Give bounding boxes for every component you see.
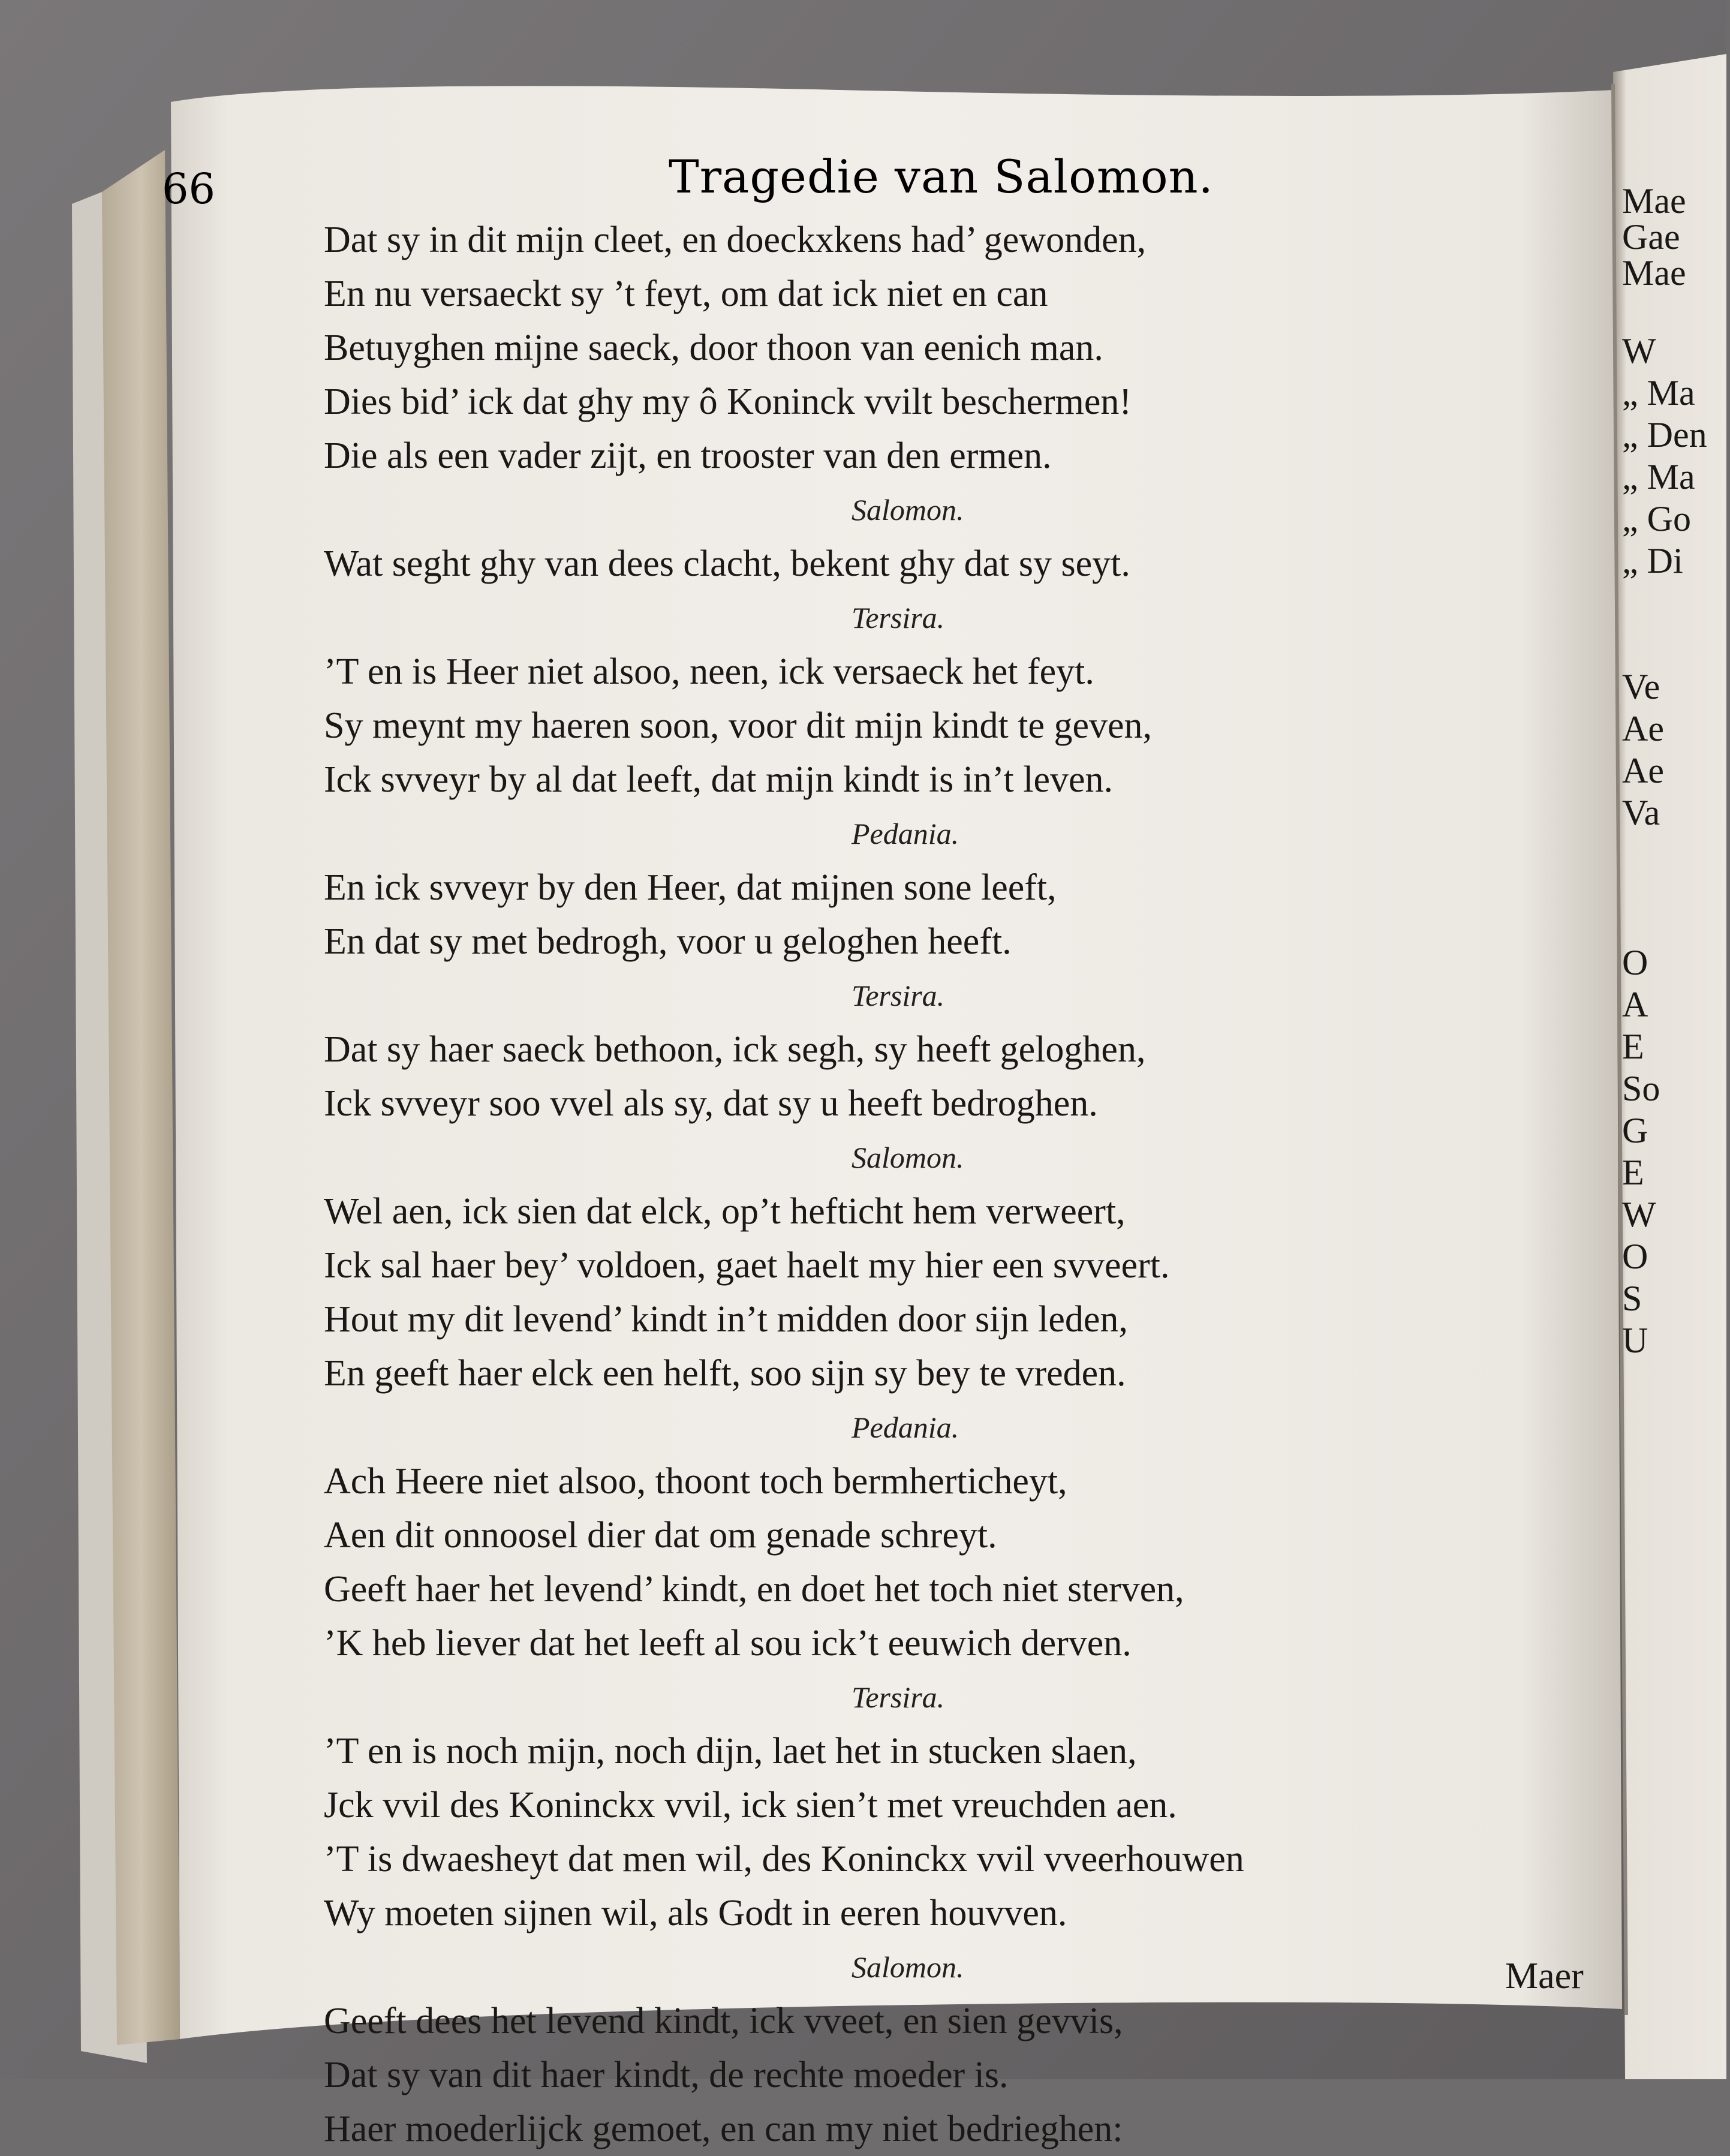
verse-line: Geeft haer het levend’ kindt, en doet het toch niet sterven,	[324, 1569, 1184, 1610]
verse-line: En ick svveyr by den Heer, dat mijnen sone leeft,	[324, 867, 1057, 908]
speaker-name: Tersira.	[852, 601, 945, 635]
facing-page-text-fragment: A	[1622, 985, 1648, 1024]
speaker-name: Tersira.	[852, 1680, 945, 1714]
play-text	[324, 213, 1643, 2156]
verse-line: Ick sal haer bey’ voldoen, gaet haelt my hier een svveert.	[324, 1245, 1170, 1286]
verse-line: En dat sy met bedrogh, voor u geloghen heeft.	[324, 921, 1012, 962]
facing-page-text-fragment: U	[1622, 1321, 1648, 1360]
speaker-name: Salomon.	[852, 1141, 964, 1174]
verse-line: ’T en is Heer niet alsoo, neen, ick versaeck het feyt.	[324, 651, 1094, 692]
verse-line: En geeft haer elck een helft, soo sijn sy bey te vreden.	[324, 1353, 1126, 1394]
facing-page-text-fragment: Ae	[1622, 709, 1664, 748]
verse-line: Dat sy in dit mijn cleet, en doeckxkens had’ gewonden,	[324, 219, 1147, 260]
verse-line: Jck vvil des Koninckx vvil, ick sien’t met vreuchden aen.	[324, 1785, 1177, 1826]
facing-page-text-fragment: So	[1622, 1069, 1660, 1108]
facing-page-text-fragment: Mae	[1622, 253, 1686, 293]
facing-page-text-fragment: Ae	[1622, 751, 1664, 790]
verse-line: ’T is dwaesheyt dat men wil, des Koninckx vvil vveerhouwen	[324, 1839, 1244, 1880]
facing-page-text-fragment: „ Go	[1622, 499, 1691, 539]
verse-line: Ick svveyr soo vvel als sy, dat sy u heeft bedroghen.	[324, 1083, 1098, 1124]
facing-page-text-fragment: Mae	[1622, 181, 1686, 221]
facing-page-text-fragment: O	[1622, 943, 1648, 982]
speaker-name: Tersira.	[852, 979, 945, 1012]
speaker-name: Pedania.	[852, 817, 959, 850]
verse-line: Wel aen, ick sien dat elck, op’t hefticht hem verweert,	[324, 1191, 1126, 1232]
facing-page-text-fragment: W	[1622, 1195, 1656, 1234]
facing-page-text-fragment: Va	[1622, 793, 1660, 832]
verse-line: Wy moeten sijnen wil, als Godt in eeren houvven.	[324, 1893, 1067, 1934]
facing-page-text-fragment: W	[1622, 331, 1656, 371]
verse-line: Dat sy van dit haer kindt, de rechte moeder is.	[324, 2055, 1009, 2095]
facing-page-text-fragment: Ve	[1622, 667, 1660, 706]
speaker-name: Salomon.	[852, 1950, 964, 1984]
facing-page-text-fragment: Gae	[1622, 217, 1680, 257]
facing-page-text-fragment: „ Ma	[1622, 373, 1695, 413]
verse-line: Wat seght ghy van dees clacht, bekent ghy dat sy seyt.	[324, 543, 1130, 584]
facing-page-text-fragment: E	[1622, 1027, 1644, 1066]
facing-page-text-fragment: O	[1622, 1237, 1648, 1276]
verse-line: Die als een vader zijt, en trooster van den ermen.	[324, 435, 1052, 476]
verse-line: Sy meynt my haeren soon, voor dit mijn kindt te geven,	[324, 705, 1153, 746]
verse-line: Haer moederlijck gemoet, en can my niet bedrieghen:	[324, 2109, 1123, 2149]
verse-line: Betuyghen mijne saeck, door thoon van eenich man.	[324, 327, 1103, 368]
facing-page-text-fragment: G	[1622, 1111, 1648, 1150]
verse-line: Dies bid’ ick dat ghy my ô Koninck vvilt beschermen!	[324, 381, 1132, 422]
facing-page-text-fragment: „ Ma	[1622, 457, 1695, 497]
page-number: 66	[162, 164, 216, 214]
facing-page-text-fragment: E	[1622, 1153, 1644, 1192]
verse-line: Geeft dees het levend kindt, ick vveet, en sien gevvis,	[324, 2001, 1123, 2041]
speaker-name: Pedania.	[852, 1411, 959, 1444]
verse-line: ’K heb liever dat het leeft al sou ick’t eeuwich derven.	[324, 1623, 1132, 1664]
verse-line: ’T en is noch mijn, noch dijn, laet het in stucken slaen,	[324, 1731, 1137, 1772]
verse-line: Ach Heere niet alsoo, thoont toch bermherticheyt,	[324, 1461, 1067, 1502]
facing-page-text-fragment: „ Den	[1622, 415, 1707, 455]
verse-line: En nu versaeckt sy ’t feyt, om dat ick niet en can	[324, 273, 1048, 314]
page-header	[162, 99, 1541, 219]
verse-line: Ick svveyr by al dat leeft, dat mijn kindt is in’t leven.	[324, 759, 1114, 800]
verse-line: Aen dit onnoosel dier dat om genade schreyt.	[324, 1515, 997, 1556]
catchword: Maer	[1505, 1956, 1584, 1996]
speaker-name: Salomon.	[852, 493, 964, 527]
verse-line: Dat sy haer saeck bethoon, ick segh, sy heeft geloghen,	[324, 1029, 1146, 1070]
facing-page-fragments	[1622, 150, 1730, 2069]
verse-line: Hout my dit levend’ kindt in’t midden door sijn leden,	[324, 1299, 1128, 1340]
facing-page-text-fragment: „ Di	[1622, 541, 1683, 581]
running-title: Tragedie van Salomon.	[669, 150, 1214, 203]
facing-page-text-fragment: S	[1622, 1279, 1642, 1318]
